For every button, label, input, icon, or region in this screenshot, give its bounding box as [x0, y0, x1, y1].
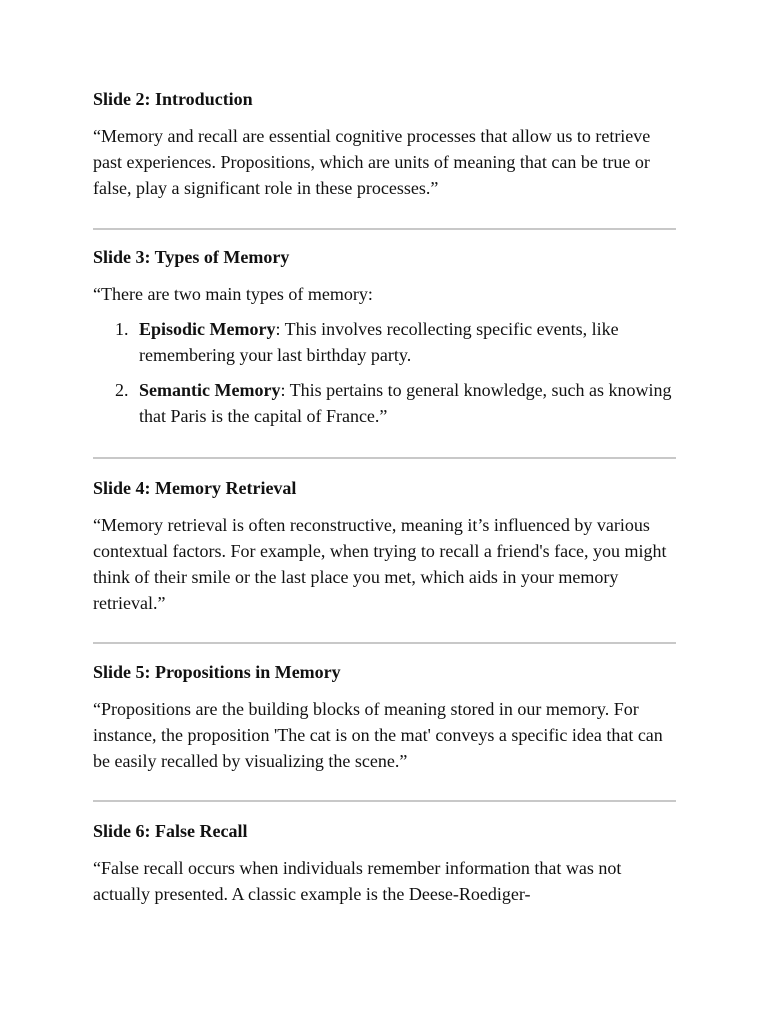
slide-heading: Slide 2: Introduction: [93, 89, 253, 109]
slide-heading: Slide 4: Memory Retrieval: [93, 478, 297, 498]
section-divider: [93, 228, 676, 230]
slide-paragraph: “There are two main types of memory:: [93, 284, 373, 304]
list-item: [93, 377, 676, 429]
section-divider: [93, 457, 676, 459]
list-item-term: Episodic Memory: [139, 319, 276, 339]
slide-paragraph: “Memory retrieval is often reconstructive, meaning it’s influenced by various contextual factors. For example, when trying to recall a friend's face, you might think of their smile or the last place you met, which aids in your memory retrieval.”: [93, 515, 667, 613]
list-item-text: : This pertains to general knowledge, such as knowing that Paris is the capital of France.”: [139, 380, 672, 426]
slide-heading: Slide 6: False Recall: [93, 821, 248, 841]
slide-6-section: [93, 820, 676, 907]
memory-types-list: [93, 316, 676, 429]
list-item-term: Semantic Memory: [139, 380, 281, 400]
slide-paragraph: “Propositions are the building blocks of meaning stored in our memory. For instance, the proposition 'The cat is on the mat' conveys a specific idea that can be easily recalled by visualizing the scene.”: [93, 699, 663, 771]
list-item-text: : This involves recollecting specific events, like remembering your last birthday party.: [139, 319, 619, 365]
slide-3-section: [93, 246, 676, 429]
list-item: [93, 316, 676, 368]
section-divider: [93, 800, 676, 802]
slide-heading: Slide 3: Types of Memory: [93, 247, 290, 267]
slide-4-section: [93, 477, 676, 616]
list-item-number: 1.: [115, 319, 129, 339]
section-divider: [93, 642, 676, 644]
slide-paragraph: “False recall occurs when individuals remember information that was not actually presented. A classic example is the Deese-Roediger-: [93, 858, 622, 904]
list-item-number: 2.: [115, 380, 129, 400]
slide-2-section: [93, 88, 676, 201]
slide-paragraph: “Memory and recall are essential cognitive processes that allow us to retrieve past experiences. Propositions, which are units of meaning that can be true or false, play a significant role in these processes.”: [93, 126, 651, 198]
slide-heading: Slide 5: Propositions in Memory: [93, 662, 341, 682]
slide-5-section: [93, 661, 676, 774]
